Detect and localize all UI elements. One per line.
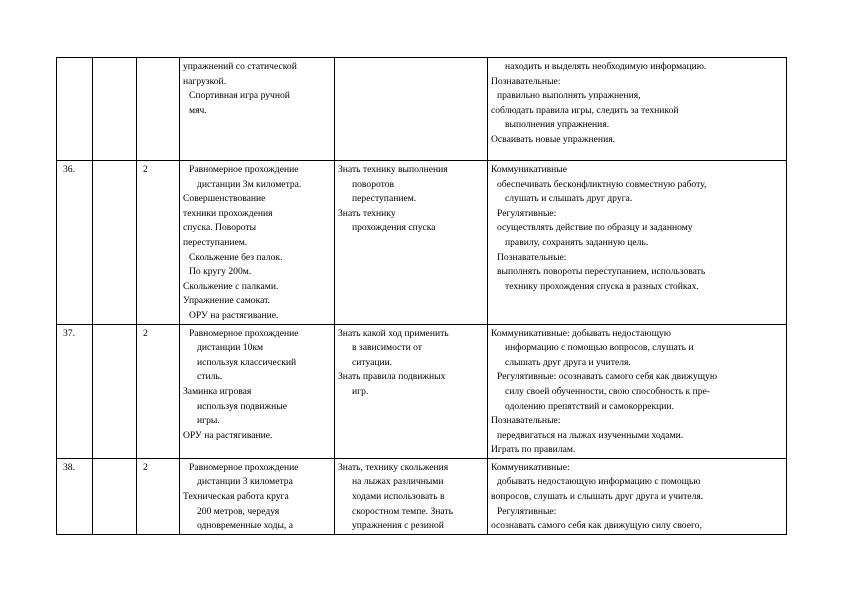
knowledge-line: скоростном темпе. Знать bbox=[352, 505, 453, 517]
content-line: нагрузкой. bbox=[183, 75, 227, 87]
uud-line: передвигаться на лыжах изученными ходами. bbox=[497, 429, 684, 441]
table-row bbox=[57, 324, 787, 458]
lesson-content bbox=[180, 161, 335, 325]
uud-line: информацию с помощью вопросов, слушать и bbox=[505, 342, 694, 354]
hours-count: 2 bbox=[137, 161, 180, 325]
content-line: дистанции 3м километра. bbox=[197, 178, 302, 190]
content-line: техники прохождения bbox=[183, 207, 273, 219]
content-line: Техническая работа круга bbox=[183, 491, 289, 503]
uud-cell bbox=[488, 324, 787, 458]
table-row bbox=[57, 458, 787, 534]
uud-line: Познавательные: bbox=[491, 75, 561, 87]
uud-line: правильно выполнять упражнения, bbox=[497, 90, 641, 102]
content-line: стиль. bbox=[197, 371, 223, 383]
hours-count: 2 bbox=[137, 458, 180, 534]
uud-line: технику прохождения спуска в разных стойках. bbox=[505, 280, 699, 292]
knowledge-line: упражнения с резиной bbox=[352, 520, 444, 532]
knowledge-cell bbox=[335, 324, 488, 458]
content-line: одновременные ходы, а bbox=[197, 520, 293, 532]
uud-line: выполнения упражнения. bbox=[505, 119, 610, 131]
uud-line: правилу, сохранять заданную цель. bbox=[505, 236, 649, 248]
content-line: Равномерное прохождение bbox=[189, 461, 299, 473]
uud-line: Осваивать новые упражнения. bbox=[491, 133, 616, 145]
empty-cell bbox=[93, 458, 137, 534]
lesson-content bbox=[180, 324, 335, 458]
knowledge-line: Знать технику выполнения bbox=[338, 164, 448, 175]
content-line: Скольжение с палками. bbox=[183, 280, 279, 292]
uud-line: Играть по правилам. bbox=[491, 444, 576, 456]
content-line: используя подвижные bbox=[197, 400, 287, 412]
lesson-plan-table-page bbox=[56, 57, 786, 535]
lesson-content bbox=[180, 458, 335, 534]
lesson-number: 37. bbox=[57, 324, 93, 458]
knowledge-cell bbox=[335, 161, 488, 325]
hours-count: 2 bbox=[137, 324, 180, 458]
uud-cell bbox=[488, 458, 787, 534]
uud-line: Регулятивные: bbox=[497, 505, 557, 517]
lesson-number: 36. bbox=[57, 161, 93, 325]
content-line: переступанием. bbox=[183, 236, 248, 248]
uud-line: выполнять повороты переступанием, использовать bbox=[497, 266, 706, 278]
uud-line: находить и выделять необходимую информацию. bbox=[505, 61, 707, 72]
knowledge-line: ситуации. bbox=[352, 356, 393, 368]
knowledge-line: Знать, технику скольжения bbox=[338, 461, 449, 473]
uud-line: осознавать самого себя как движущую силу своего, bbox=[491, 520, 702, 532]
knowledge-line: Знать правила подвижных bbox=[338, 371, 446, 383]
uud-line: Коммуникативные: bbox=[491, 461, 570, 473]
table-row bbox=[57, 58, 787, 161]
knowledge-line: на лыжах различными bbox=[352, 476, 444, 488]
uud-line: одолению препятствий и самокоррекции. bbox=[505, 400, 674, 412]
knowledge-line: Знать технику bbox=[338, 207, 396, 219]
content-line: Спортивная игра ручной bbox=[189, 90, 290, 102]
content-line: спуска. Повороты bbox=[183, 222, 257, 234]
uud-line: обеспечивать бесконфликтную совместную работу, bbox=[497, 178, 707, 190]
content-line: игры. bbox=[197, 415, 220, 427]
knowledge-line: прохождения спуска bbox=[352, 222, 436, 234]
content-line: Совершенствование bbox=[183, 193, 266, 205]
uud-line: добывать недостающую информацию с помощью bbox=[497, 476, 701, 488]
knowledge-cell bbox=[335, 458, 488, 534]
content-line: мяч. bbox=[189, 104, 207, 116]
knowledge-line: игр. bbox=[352, 385, 369, 397]
lesson-number bbox=[57, 58, 93, 161]
uud-line: Познавательные: bbox=[491, 415, 561, 427]
content-line: дистанции 3 километра bbox=[197, 476, 293, 488]
knowledge-line: Знать какой ход применить bbox=[338, 327, 449, 339]
content-line: По кругу 200м. bbox=[189, 266, 252, 278]
content-line: 200 метров, чередуя bbox=[197, 505, 280, 517]
uud-line: слушать и слышать друг друга. bbox=[505, 193, 633, 205]
content-line: Заминка игровая bbox=[183, 385, 252, 397]
empty-cell bbox=[93, 58, 137, 161]
uud-line: соблюдать правила игры, следить за техникой bbox=[491, 104, 679, 116]
knowledge-line: поворотов bbox=[352, 178, 395, 190]
knowledge-line: в зависимости от bbox=[352, 342, 422, 354]
uud-line: слышать друг друга и учителя. bbox=[505, 356, 631, 368]
content-line: Равномерное прохождение bbox=[189, 327, 299, 339]
uud-line: Регулятивные: осознавать самого себя как движущую bbox=[497, 371, 718, 383]
uud-cell bbox=[488, 58, 787, 161]
knowledge-cell bbox=[335, 58, 488, 161]
uud-line: силу своей обученности, свою способность к пре- bbox=[505, 385, 710, 397]
content-line: Упражнение самокат. bbox=[183, 295, 270, 307]
uud-line: Познавательные: bbox=[497, 251, 567, 263]
content-line: Равномерное прохождение bbox=[189, 164, 299, 175]
content-line: Скольжение без палок. bbox=[189, 251, 283, 263]
empty-cell bbox=[93, 161, 137, 325]
knowledge-line: ходами использовать в bbox=[352, 491, 445, 503]
knowledge-line: переступанием. bbox=[352, 193, 417, 205]
uud-line: осуществлять действие по образцу и заданному bbox=[497, 222, 693, 234]
content-line: ОРУ на растягивание. bbox=[189, 309, 279, 321]
lesson-number: 38. bbox=[57, 458, 93, 534]
content-line: дистанции 10км bbox=[197, 342, 264, 354]
empty-cell bbox=[93, 324, 137, 458]
uud-line: Коммуникативные bbox=[491, 164, 567, 175]
content-line: ОРУ на растягивание. bbox=[183, 429, 273, 441]
content-line: упражнений со статической bbox=[183, 61, 297, 72]
uud-line: Регулятивные: bbox=[497, 207, 557, 219]
content-line: используя классический bbox=[197, 356, 297, 368]
uud-cell bbox=[488, 161, 787, 325]
uud-line: Коммуникативные: добывать недостающую bbox=[491, 327, 671, 339]
lesson-content bbox=[180, 58, 335, 161]
lesson-plan-table bbox=[56, 57, 787, 535]
uud-line: вопросов, слушать и слышать друг друга и учителя. bbox=[491, 491, 704, 503]
table-row bbox=[57, 161, 787, 325]
hours-count bbox=[137, 58, 180, 161]
